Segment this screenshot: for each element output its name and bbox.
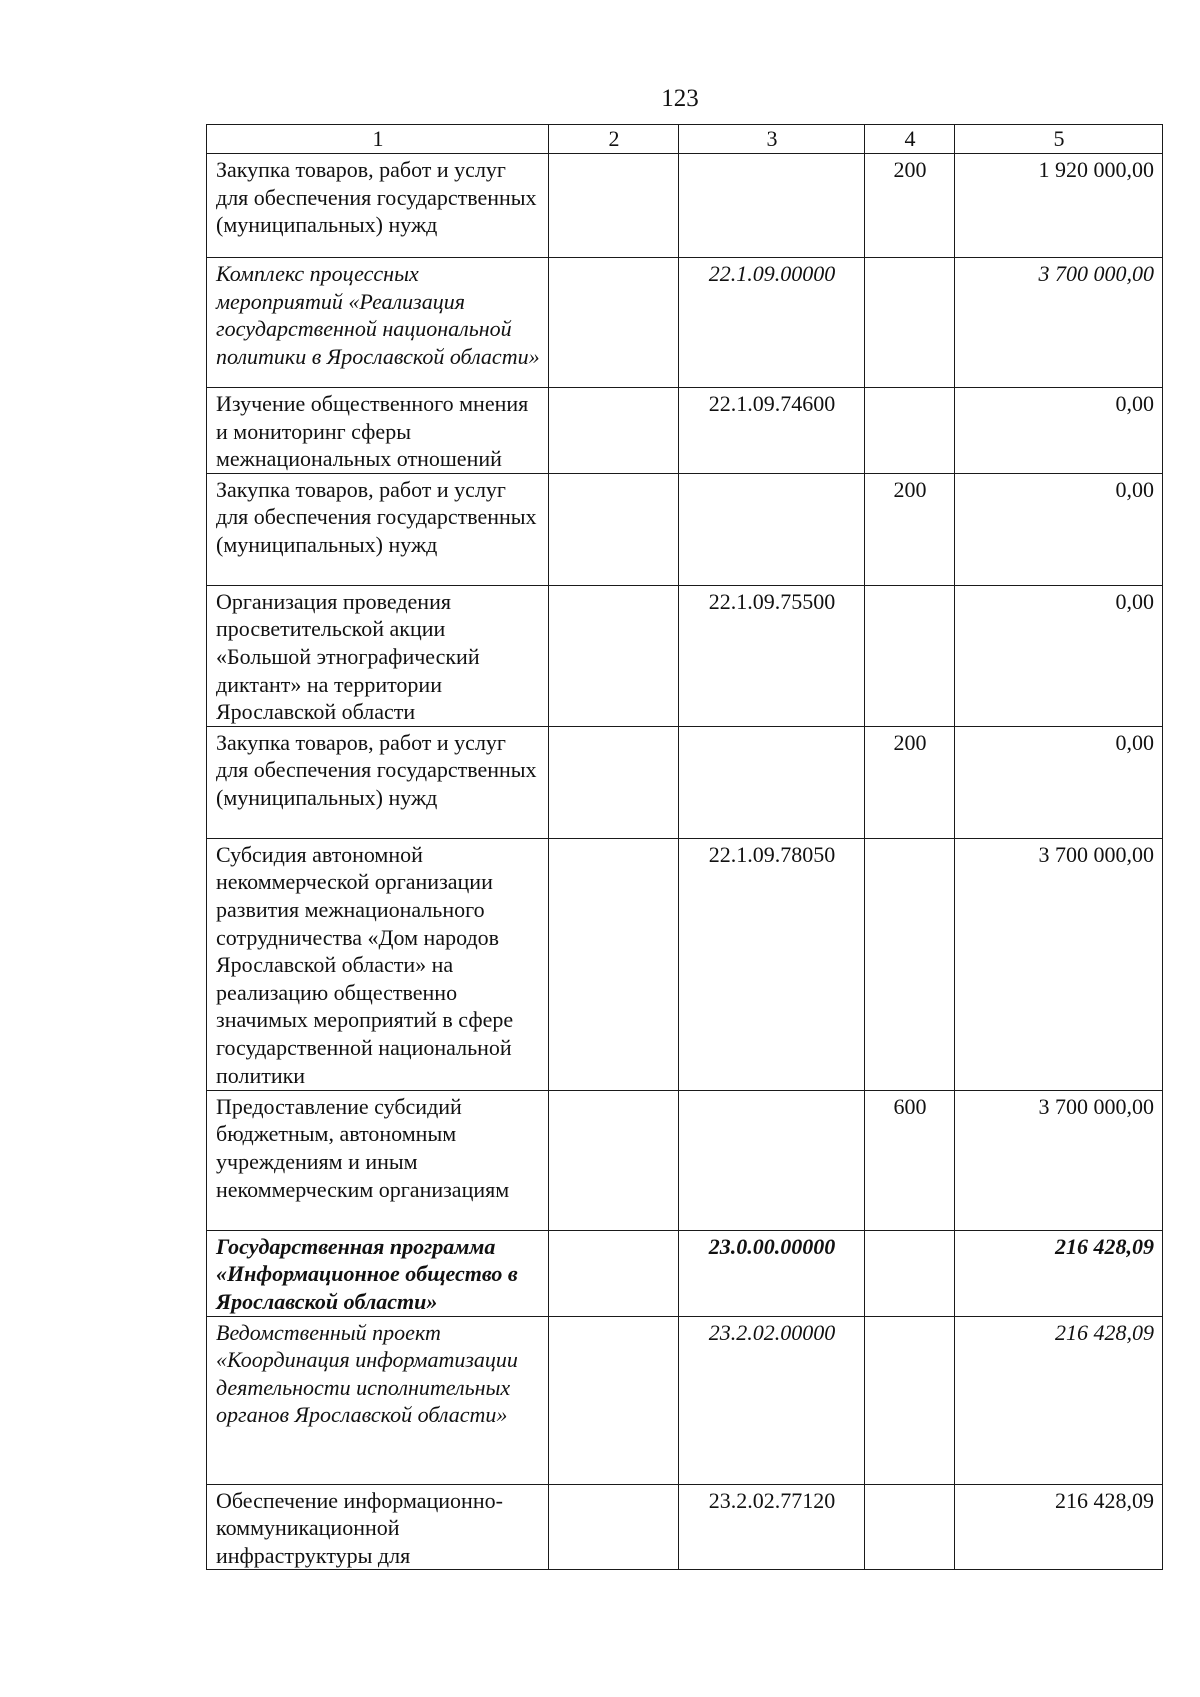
row-amount: 216 428,09: [955, 1230, 1163, 1316]
row-amount: 3 700 000,00: [955, 838, 1163, 1090]
header-row: [207, 125, 1163, 154]
row-amount: 0,00: [955, 726, 1163, 838]
row-amount: 216 428,09: [955, 1316, 1163, 1484]
row-col2: [549, 1316, 679, 1484]
row-col2: [549, 585, 679, 726]
row-col2: [549, 726, 679, 838]
row-col2: [549, 1484, 679, 1570]
row-amount: 216 428,09: [955, 1484, 1163, 1570]
row-code: 23.2.02.77120: [679, 1484, 865, 1570]
table-row: [207, 585, 1163, 726]
row-name: Закупка товаров, работ и услуг для обеспечения государственных (муниципальных) нужд: [207, 473, 549, 585]
header-col-3: 3: [679, 125, 865, 154]
page-number: 123: [661, 85, 699, 112]
table-row: [207, 1090, 1163, 1230]
row-name: Предоставление субсидий бюджетным, автономным учреждениям и иным некоммерческим организациям: [207, 1090, 549, 1230]
row-code: 22.1.09.00000: [679, 258, 865, 388]
row-code: 23.0.00.00000: [679, 1230, 865, 1316]
row-amount: 0,00: [955, 473, 1163, 585]
row-name: Субсидия автономной некоммерческой организации развития межнационального сотрудничества «Дом народов Ярославской области» на реализацию общественно значимых мероприятий в сфере государственной национальной политики: [207, 838, 549, 1090]
header-col-4: 4: [865, 125, 955, 154]
budget-table: [206, 124, 1163, 1570]
row-name: Государственная программа «Информационное общество в Ярославской области»: [207, 1230, 549, 1316]
row-expense-type: [865, 388, 955, 474]
table-row: [207, 473, 1163, 585]
row-code: 22.1.09.78050: [679, 838, 865, 1090]
row-col2: [549, 838, 679, 1090]
table-row: [207, 1230, 1163, 1316]
row-code: 23.2.02.00000: [679, 1316, 865, 1484]
table-row: [207, 1316, 1163, 1484]
table-row: [207, 838, 1163, 1090]
header-col-1: 1: [207, 125, 549, 154]
row-col2: [549, 1090, 679, 1230]
row-col2: [549, 154, 679, 258]
table-row: [207, 1484, 1163, 1570]
table-row: [207, 258, 1163, 388]
row-amount: 3 700 000,00: [955, 258, 1163, 388]
row-expense-type: [865, 585, 955, 726]
row-name: Закупка товаров, работ и услуг для обеспечения государственных (муниципальных) нужд: [207, 154, 549, 258]
row-expense-type: [865, 1484, 955, 1570]
table-row: [207, 726, 1163, 838]
row-expense-type: 200: [865, 726, 955, 838]
row-code: [679, 473, 865, 585]
row-code: [679, 1090, 865, 1230]
row-expense-type: 200: [865, 473, 955, 585]
row-col2: [549, 388, 679, 474]
row-name: Комплекс процессных мероприятий «Реализация государственной национальной политики в Ярославской области»: [207, 258, 549, 388]
row-name: Организация проведения просветительской акции «Большой этнографический диктант» на территории Ярославской области: [207, 585, 549, 726]
row-code: 22.1.09.75500: [679, 585, 865, 726]
row-code: 22.1.09.74600: [679, 388, 865, 474]
row-name: Изучение общественного мнения и мониторинг сферы межнациональных отношений: [207, 388, 549, 474]
header-col-5: 5: [955, 125, 1163, 154]
row-amount: 3 700 000,00: [955, 1090, 1163, 1230]
row-code: [679, 154, 865, 258]
row-name: Ведомственный проект «Координация информатизации деятельности исполнительных органов Ярославской области»: [207, 1316, 549, 1484]
row-expense-type: 200: [865, 154, 955, 258]
row-name: Обеспечение информационно-коммуникационной инфраструктуры для: [207, 1484, 549, 1570]
row-col2: [549, 258, 679, 388]
row-expense-type: [865, 258, 955, 388]
row-expense-type: [865, 1230, 955, 1316]
row-col2: [549, 1230, 679, 1316]
table-row: [207, 388, 1163, 474]
row-expense-type: [865, 838, 955, 1090]
header-col-2: 2: [549, 125, 679, 154]
row-amount: 1 920 000,00: [955, 154, 1163, 258]
row-code: [679, 726, 865, 838]
row-amount: 0,00: [955, 585, 1163, 726]
row-expense-type: [865, 1316, 955, 1484]
row-amount: 0,00: [955, 388, 1163, 474]
row-expense-type: 600: [865, 1090, 955, 1230]
table-row: [207, 154, 1163, 258]
row-name: Закупка товаров, работ и услуг для обеспечения государственных (муниципальных) нужд: [207, 726, 549, 838]
row-col2: [549, 473, 679, 585]
